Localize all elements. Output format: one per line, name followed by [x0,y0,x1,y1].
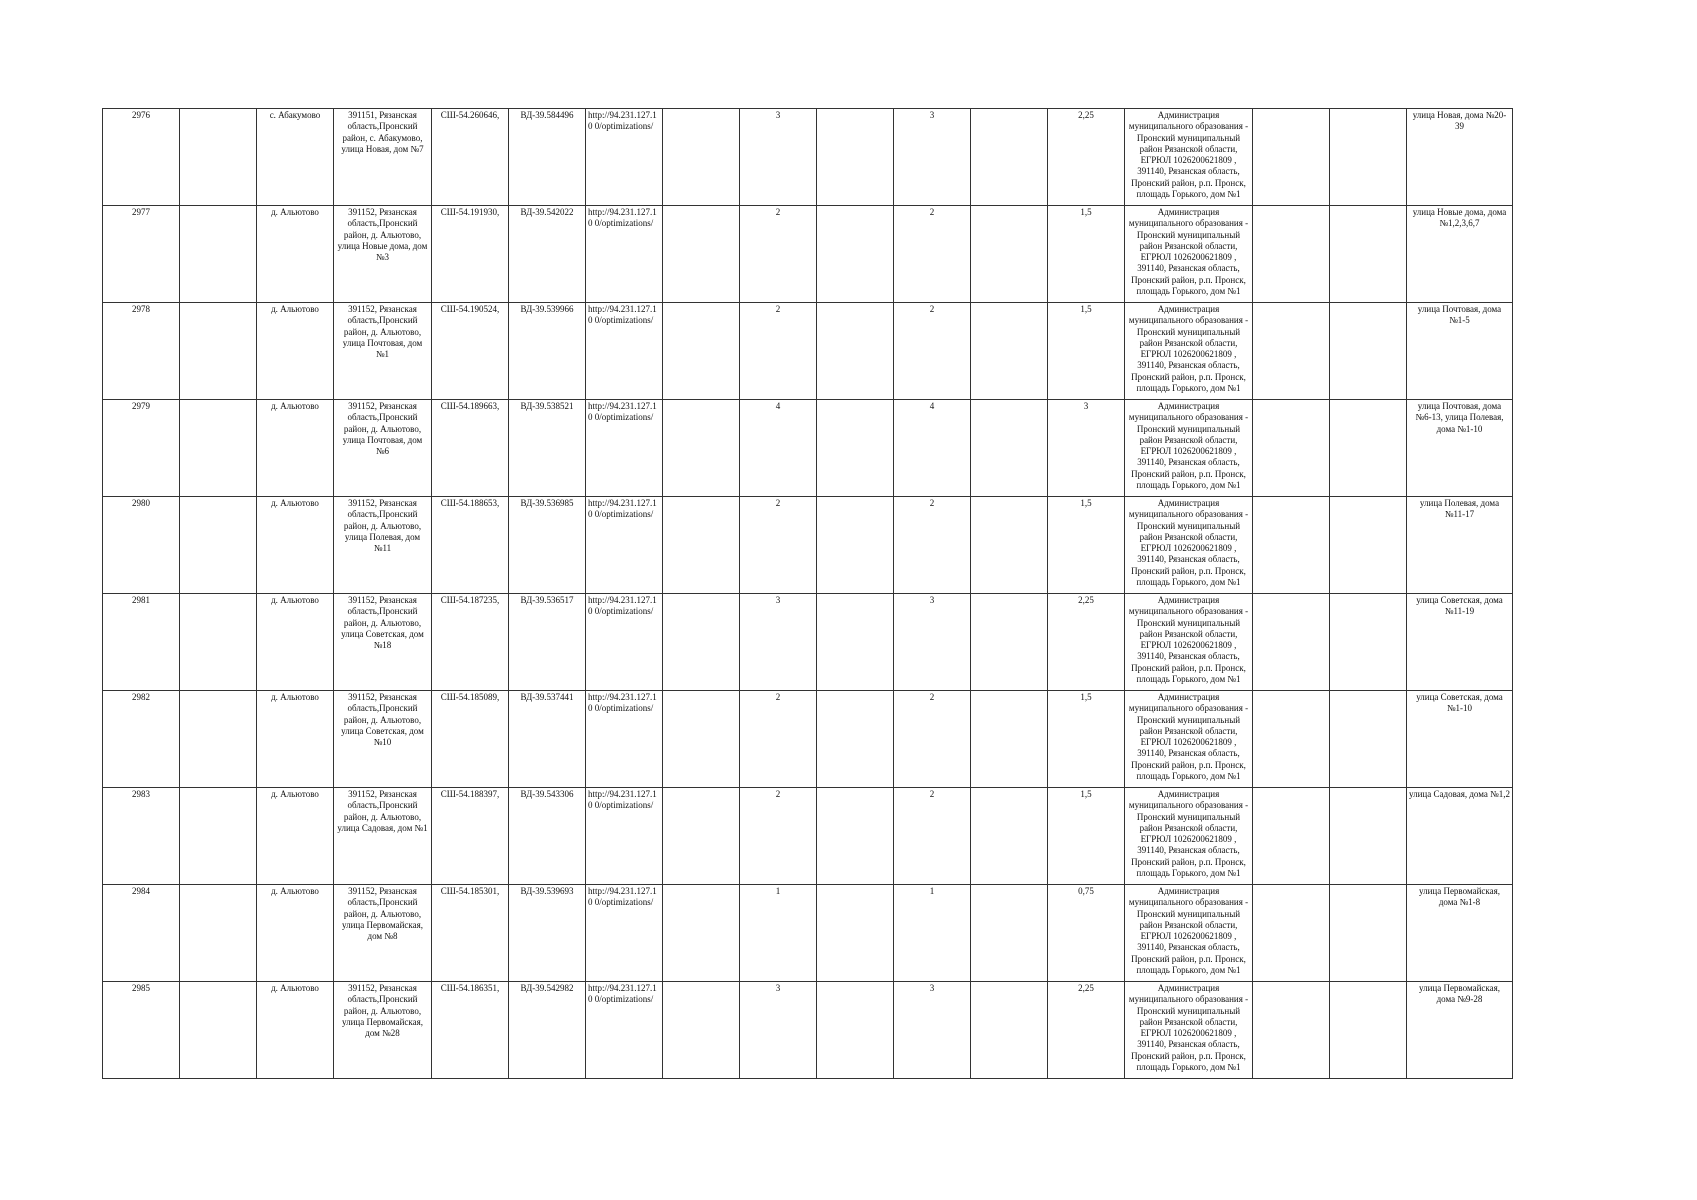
empty-cell [1330,497,1407,594]
table-body [103,109,1513,1079]
settlement-cell: д. Альютово [257,497,334,594]
table-row [103,109,1513,206]
row-number-cell: 2985 [103,982,180,1079]
served-objects-cell: улица Садовая, дома №1,2 [1407,788,1513,885]
latitude-cell: СШ-54.188397, [432,788,509,885]
empty-cell [1330,982,1407,1079]
longitude-cell: ВД-39.536985 [509,497,586,594]
table-row [103,691,1513,788]
row-number-cell: 2976 [103,109,180,206]
volume-cell: 2,25 [1048,982,1125,1079]
container-count-cell: 2 [740,691,817,788]
served-objects-cell: улица Полевая, дома №11-17 [1407,497,1513,594]
table-row [103,206,1513,303]
container-count-cell: 2 [894,303,971,400]
longitude-cell: ВД-39.539693 [509,885,586,982]
address-cell: 391152, Рязанская область,Пронский район, д. Альютово, улица Первомайская, дом №28 [334,982,432,1079]
container-count-cell: 2 [894,206,971,303]
container-count-cell: 2 [894,691,971,788]
table-row [103,497,1513,594]
empty-cell [971,206,1048,303]
container-count-cell: 2 [894,497,971,594]
settlement-cell: д. Альютово [257,594,334,691]
longitude-cell: ВД-39.536517 [509,594,586,691]
owner-cell: Администрация муниципального образования - Пронский муниципальный район Рязанской области, ЕГРЮЛ 1026200621809 , 391140, Рязанская область, Пронский район, р.п. Пронск, площадь Горького, дом №1 [1125,400,1253,497]
empty-cell [817,109,894,206]
volume-cell: 0,75 [1048,885,1125,982]
latitude-cell: СШ-54.260646, [432,109,509,206]
latitude-cell: СШ-54.188653, [432,497,509,594]
volume-cell: 1,5 [1048,206,1125,303]
table-row [103,303,1513,400]
address-cell: 391152, Рязанская область,Пронский район, д. Альютово, улица Садовая, дом №1 [334,788,432,885]
empty-cell [971,303,1048,400]
row-number-cell: 2980 [103,497,180,594]
settlement-cell: д. Альютово [257,206,334,303]
empty-cell [971,885,1048,982]
empty-cell [971,982,1048,1079]
empty-cell [180,788,257,885]
empty-cell [971,497,1048,594]
empty-cell [817,788,894,885]
volume-cell: 2,25 [1048,594,1125,691]
empty-cell [180,206,257,303]
empty-cell [1253,885,1330,982]
empty-cell [1253,594,1330,691]
table-row [103,982,1513,1079]
settlement-cell: д. Альютово [257,788,334,885]
empty-cell [1253,400,1330,497]
served-objects-cell: улица Первомайская, дома №9-28 [1407,982,1513,1079]
longitude-cell: ВД-39.542022 [509,206,586,303]
row-number-cell: 2979 [103,400,180,497]
container-count-cell: 4 [740,400,817,497]
container-count-cell: 3 [894,982,971,1079]
volume-cell: 2,25 [1048,109,1125,206]
empty-cell [817,691,894,788]
table-row [103,400,1513,497]
owner-cell: Администрация муниципального образования - Пронский муниципальный район Рязанской области, ЕГРЮЛ 1026200621809 , 391140, Рязанская область, Пронский район, р.п. Пронск, площадь Горького, дом №1 [1125,691,1253,788]
served-objects-cell: улица Почтовая, дома №6-13, улица Полевая, дома №1-10 [1407,400,1513,497]
empty-cell [1330,303,1407,400]
settlement-cell: с. Абакумово [257,109,334,206]
empty-cell [180,691,257,788]
empty-cell [971,788,1048,885]
table-row [103,885,1513,982]
row-number-cell: 2978 [103,303,180,400]
empty-cell [1330,594,1407,691]
owner-cell: Администрация муниципального образования - Пронский муниципальный район Рязанской области, ЕГРЮЛ 1026200621809 , 391140, Рязанская область, Пронский район, р.п. Пронск, площадь Горького, дом №1 [1125,885,1253,982]
latitude-cell: СШ-54.189663, [432,400,509,497]
empty-cell [1330,691,1407,788]
table-row [103,594,1513,691]
container-count-cell: 2 [740,497,817,594]
empty-cell [180,303,257,400]
volume-cell: 3 [1048,400,1125,497]
map-link-cell: http://94.231.127.10 0/optimizations/ [586,400,663,497]
container-count-cell: 3 [740,109,817,206]
container-count-cell: 3 [894,109,971,206]
longitude-cell: ВД-39.539966 [509,303,586,400]
longitude-cell: ВД-39.584496 [509,109,586,206]
map-link-cell: http://94.231.127.10 0/optimizations/ [586,109,663,206]
latitude-cell: СШ-54.191930, [432,206,509,303]
empty-cell [1253,788,1330,885]
latitude-cell: СШ-54.187235, [432,594,509,691]
latitude-cell: СШ-54.185089, [432,691,509,788]
empty-cell [663,109,740,206]
empty-cell [663,497,740,594]
address-cell: 391151, Рязанская область,Пронский район, с. Абакумово, улица Новая, дом №7 [334,109,432,206]
address-cell: 391152, Рязанская область,Пронский район, д. Альютово, улица Советская, дом №18 [334,594,432,691]
served-objects-cell: улица Советская, дома №11-19 [1407,594,1513,691]
address-cell: 391152, Рязанская область,Пронский район, д. Альютово, улица Новые дома, дом №3 [334,206,432,303]
owner-cell: Администрация муниципального образования - Пронский муниципальный район Рязанской области, ЕГРЮЛ 1026200621809 , 391140, Рязанская область, Пронский район, р.п. Пронск, площадь Горького, дом №1 [1125,982,1253,1079]
container-count-cell: 3 [894,594,971,691]
empty-cell [817,497,894,594]
container-count-cell: 2 [894,788,971,885]
row-number-cell: 2984 [103,885,180,982]
empty-cell [817,303,894,400]
latitude-cell: СШ-54.186351, [432,982,509,1079]
row-number-cell: 2981 [103,594,180,691]
map-link-cell: http://94.231.127.10 0/optimizations/ [586,303,663,400]
empty-cell [971,400,1048,497]
served-objects-cell: улица Первомайская, дома №1-8 [1407,885,1513,982]
empty-cell [817,206,894,303]
address-cell: 391152, Рязанская область,Пронский район, д. Альютово, улица Первомайская, дом №8 [334,885,432,982]
empty-cell [817,982,894,1079]
empty-cell [180,885,257,982]
empty-cell [663,691,740,788]
empty-cell [180,594,257,691]
empty-cell [180,982,257,1079]
row-number-cell: 2983 [103,788,180,885]
map-link-cell: http://94.231.127.10 0/optimizations/ [586,594,663,691]
longitude-cell: ВД-39.543306 [509,788,586,885]
empty-cell [817,885,894,982]
empty-cell [663,982,740,1079]
empty-cell [1330,788,1407,885]
empty-cell [1253,691,1330,788]
empty-cell [1330,400,1407,497]
map-link-cell: http://94.231.127.10 0/optimizations/ [586,497,663,594]
table-row [103,788,1513,885]
longitude-cell: ВД-39.537441 [509,691,586,788]
container-count-cell: 2 [740,303,817,400]
empty-cell [1330,206,1407,303]
empty-cell [1253,303,1330,400]
empty-cell [1253,497,1330,594]
empty-cell [663,788,740,885]
empty-cell [1330,885,1407,982]
volume-cell: 1,5 [1048,497,1125,594]
empty-cell [180,109,257,206]
empty-cell [1330,109,1407,206]
empty-cell [817,400,894,497]
container-sites-table [102,108,1513,1079]
container-count-cell: 1 [740,885,817,982]
map-link-cell: http://94.231.127.10 0/optimizations/ [586,885,663,982]
owner-cell: Администрация муниципального образования - Пронский муниципальный район Рязанской области, ЕГРЮЛ 1026200621809 , 391140, Рязанская область, Пронский район, р.п. Пронск, площадь Горького, дом №1 [1125,788,1253,885]
served-objects-cell: улица Новые дома, дома №1,2,3,6,7 [1407,206,1513,303]
empty-cell [663,594,740,691]
container-count-cell: 4 [894,400,971,497]
empty-cell [971,109,1048,206]
owner-cell: Администрация муниципального образования - Пронский муниципальный район Рязанской области, ЕГРЮЛ 1026200621809 , 391140, Рязанская область, Пронский район, р.п. Пронск, площадь Горького, дом №1 [1125,206,1253,303]
owner-cell: Администрация муниципального образования - Пронский муниципальный район Рязанской области, ЕГРЮЛ 1026200621809 , 391140, Рязанская область, Пронский район, р.п. Пронск, площадь Горького, дом №1 [1125,497,1253,594]
row-number-cell: 2982 [103,691,180,788]
owner-cell: Администрация муниципального образования - Пронский муниципальный район Рязанской области, ЕГРЮЛ 1026200621809 , 391140, Рязанская область, Пронский район, р.п. Пронск, площадь Горького, дом №1 [1125,594,1253,691]
latitude-cell: СШ-54.190524, [432,303,509,400]
settlement-cell: д. Альютово [257,885,334,982]
empty-cell [180,497,257,594]
volume-cell: 1,5 [1048,691,1125,788]
served-objects-cell: улица Новая, дома №20-39 [1407,109,1513,206]
map-link-cell: http://94.231.127.10 0/optimizations/ [586,206,663,303]
empty-cell [663,206,740,303]
volume-cell: 1,5 [1048,303,1125,400]
empty-cell [1253,982,1330,1079]
address-cell: 391152, Рязанская область,Пронский район, д. Альютово, улица Полевая, дом №11 [334,497,432,594]
map-link-cell: http://94.231.127.10 0/optimizations/ [586,982,663,1079]
empty-cell [971,691,1048,788]
settlement-cell: д. Альютово [257,400,334,497]
container-count-cell: 3 [740,594,817,691]
empty-cell [817,594,894,691]
longitude-cell: ВД-39.542982 [509,982,586,1079]
empty-cell [1253,206,1330,303]
longitude-cell: ВД-39.538521 [509,400,586,497]
owner-cell: Администрация муниципального образования - Пронский муниципальный район Рязанской области, ЕГРЮЛ 1026200621809 , 391140, Рязанская область, Пронский район, р.п. Пронск, площадь Горького, дом №1 [1125,303,1253,400]
owner-cell: Администрация муниципального образования - Пронский муниципальный район Рязанской области, ЕГРЮЛ 1026200621809 , 391140, Рязанская область, Пронский район, р.п. Пронск, площадь Горького, дом №1 [1125,109,1253,206]
container-count-cell: 2 [740,206,817,303]
empty-cell [971,594,1048,691]
empty-cell [1253,109,1330,206]
address-cell: 391152, Рязанская область,Пронский район, д. Альютово, улица Советская, дом №10 [334,691,432,788]
empty-cell [663,303,740,400]
map-link-cell: http://94.231.127.10 0/optimizations/ [586,788,663,885]
map-link-cell: http://94.231.127.10 0/optimizations/ [586,691,663,788]
address-cell: 391152, Рязанская область,Пронский район, д. Альютово, улица Почтовая, дом №1 [334,303,432,400]
address-cell: 391152, Рязанская область,Пронский район, д. Альютово, улица Почтовая, дом №6 [334,400,432,497]
container-count-cell: 1 [894,885,971,982]
empty-cell [663,400,740,497]
served-objects-cell: улица Почтовая, дома №1-5 [1407,303,1513,400]
row-number-cell: 2977 [103,206,180,303]
latitude-cell: СШ-54.185301, [432,885,509,982]
settlement-cell: д. Альютово [257,691,334,788]
container-count-cell: 3 [740,982,817,1079]
served-objects-cell: улица Советская, дома №1-10 [1407,691,1513,788]
settlement-cell: д. Альютово [257,982,334,1079]
empty-cell [663,885,740,982]
settlement-cell: д. Альютово [257,303,334,400]
empty-cell [180,400,257,497]
volume-cell: 1,5 [1048,788,1125,885]
container-count-cell: 2 [740,788,817,885]
